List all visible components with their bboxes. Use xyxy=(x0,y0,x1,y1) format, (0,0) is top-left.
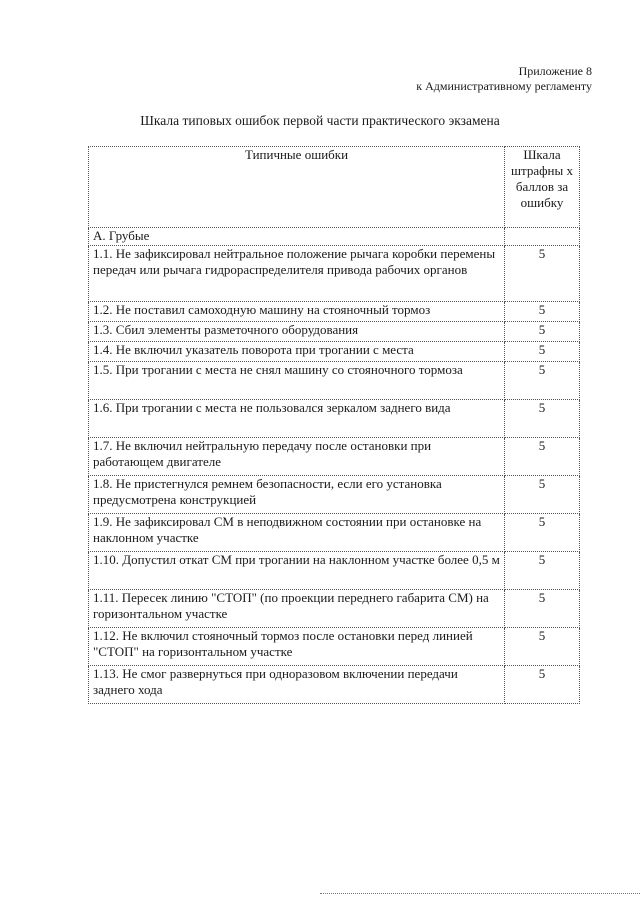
table-row xyxy=(89,321,580,341)
section-score-cell xyxy=(505,228,580,246)
appendix-reference: к Административному регламенту xyxy=(416,79,592,93)
table-row xyxy=(89,513,580,551)
header-errors: Типичные ошибки xyxy=(89,147,505,228)
table-row xyxy=(89,475,580,513)
penalty-score: 5 xyxy=(505,301,580,321)
table-row xyxy=(89,437,580,475)
section-label: А. Грубые xyxy=(89,228,505,246)
error-description: 1.10. Допустил откат СМ при трогании на наклонном участке более 0,5 м xyxy=(89,551,505,589)
penalty-score: 5 xyxy=(505,361,580,399)
penalty-score: 5 xyxy=(505,475,580,513)
error-description: 1.12. Не включил стояночный тормоз после остановки перед линией "СТОП" на горизонтальном участке xyxy=(89,627,505,665)
error-description: 1.11. Пересек линию "СТОП" (по проекции переднего габарита СМ) на горизонтальном участке xyxy=(89,589,505,627)
document-title: Шкала типовых ошибок первой части практического экзамена xyxy=(140,113,500,128)
error-description: 1.1. Не зафиксировал нейтральное положение рычага коробки перемены передач или рычага гидрораспределителя привода рабочих органов xyxy=(89,245,505,301)
error-description: 1.5. При трогании с места не снял машину со стояночного тормоза xyxy=(89,361,505,399)
error-description: 1.7. Не включил нейтральную передачу после остановки при работающем двигателе xyxy=(89,437,505,475)
scan-edge-line xyxy=(320,893,640,894)
table-row xyxy=(89,341,580,361)
table-row xyxy=(89,589,580,627)
table-row xyxy=(89,301,580,321)
penalty-score: 5 xyxy=(505,551,580,589)
penalty-score: 5 xyxy=(505,245,580,301)
table-row xyxy=(89,361,580,399)
penalty-score: 5 xyxy=(505,589,580,627)
error-description: 1.9. Не зафиксировал СМ в неподвижном состоянии при остановке на наклонном участке xyxy=(89,513,505,551)
error-description: 1.8. Не пристегнулся ремнем безопасности, если его установка предусмотрена конструкцией xyxy=(89,475,505,513)
appendix-note xyxy=(416,64,592,94)
penalty-score: 5 xyxy=(505,513,580,551)
error-description: 1.13. Не смог развернуться при одноразовом включении передачи заднего хода xyxy=(89,665,505,703)
error-description: 1.3. Сбил элементы разметочного оборудования xyxy=(89,321,505,341)
penalty-score: 5 xyxy=(505,665,580,703)
penalty-score: 5 xyxy=(505,341,580,361)
penalty-score: 5 xyxy=(505,627,580,665)
error-description: 1.2. Не поставил самоходную машину на стояночный тормоз xyxy=(89,301,505,321)
table-header-row xyxy=(89,147,580,228)
table-row xyxy=(89,551,580,589)
errors-table xyxy=(88,146,580,704)
penalty-score: 5 xyxy=(505,437,580,475)
table-row xyxy=(89,627,580,665)
error-description: 1.4. Не включил указатель поворота при трогании с места xyxy=(89,341,505,361)
error-description: 1.6. При трогании с места не пользовался зеркалом заднего вида xyxy=(89,399,505,437)
penalty-score: 5 xyxy=(505,321,580,341)
penalty-score: 5 xyxy=(505,399,580,437)
table-row xyxy=(89,245,580,301)
table-row xyxy=(89,665,580,703)
table-row xyxy=(89,399,580,437)
appendix-number: Приложение 8 xyxy=(518,64,592,78)
header-score: Шкала штрафны х баллов за ошибку xyxy=(505,147,580,228)
section-row xyxy=(89,228,580,246)
